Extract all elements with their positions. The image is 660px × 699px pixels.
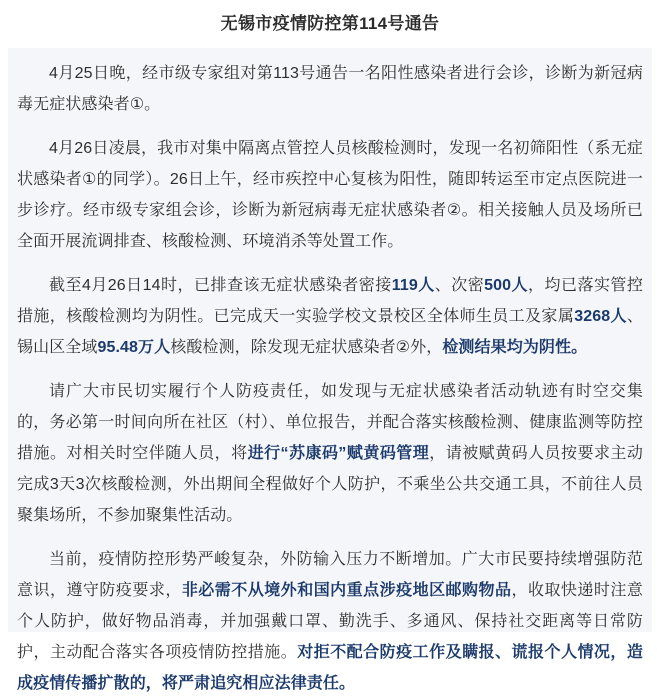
highlighted-text: 检测结果均为阴性。 [442,339,588,356]
body-text: ，均已落实管控措施，核酸检测均为阴性。已完成天一实验学校文景校区全体师生员工及家属 [17,277,644,325]
paragraph-list [17,58,643,699]
body-text: 截至4月26日14时，已排查该无症状感染者密接 [49,277,392,294]
body-text: ，请被赋黄码人员按要求主动完成3天3次核酸检测，外出期间全程做好个人防护，不乘坐公共交通工具，不前往人员聚集场所，不参加聚集性活动。 [17,445,643,524]
body-text: 、次密 [434,277,485,294]
body-text: 请广大市民切实履行个人防疫责任，如发现与无症状感染者活动轨迹有时空交集的，务必第一时间向所在社区（村）、单位报告，并配合落实核酸检测、健康监测等防控措施。对相关时空伴随人员，将 [17,383,643,462]
paragraph [17,133,643,257]
highlighted-text: 非必需不从境外和国内重点涉疫地区邮购物品 [181,582,512,599]
highlighted-text: 进行“苏康码”赋黄码管理 [247,445,430,462]
announcement-body [8,48,652,692]
paragraph [17,270,643,363]
page-title: 无锡市疫情防控第114号通告 [0,0,660,48]
body-text: 4月25日晚，经市级专家组对第113号通告一名阳性感染者进行会诊，诊断为新冠病毒无症状感染者①。 [17,65,643,113]
highlighted-text: 3268人 [574,308,627,325]
paragraph [17,544,643,699]
highlighted-text: 95.48万人 [97,339,171,356]
highlighted-text: 500人 [484,277,529,294]
highlighted-text: 对拒不配合防疫工作及瞒报、谎报个人情况，造成疫情传播扩散的，将严肃追究相应法律责任。 [17,644,644,692]
body-text: 4月26日凌晨，我市对集中隔离点管控人员核酸检测时，发现一名初筛阳性（系无症状感染者①的同学）。26日上午，经市疾控中心复核为阳性，随即转运至市定点医院进一步诊疗。经市级专家组会诊，诊断为新冠病毒无症状感染者②。相关接触人员及场所已全面开展流调排查、核酸检测、环境消杀等处置工作。 [17,140,643,250]
body-text: 、锡山区全域 [17,308,643,356]
body-text: ，收取快递时注意个人防护，做好物品消毒，并加强戴口罩、勤洗手、多通风、保持社交距离等日常防护，主动配合落实各项疫情防控措施。 [17,582,643,661]
body-text: 当前，疫情防控形势严峻复杂，外防输入压力不断增加。广大市民要持续增强防范意识，遵守防疫要求， [17,551,643,599]
highlighted-text: 119人 [391,277,435,294]
paragraph [17,58,643,120]
paragraph [17,376,643,531]
body-text: 核酸检测，除发现无症状感染者②外， [170,339,443,356]
